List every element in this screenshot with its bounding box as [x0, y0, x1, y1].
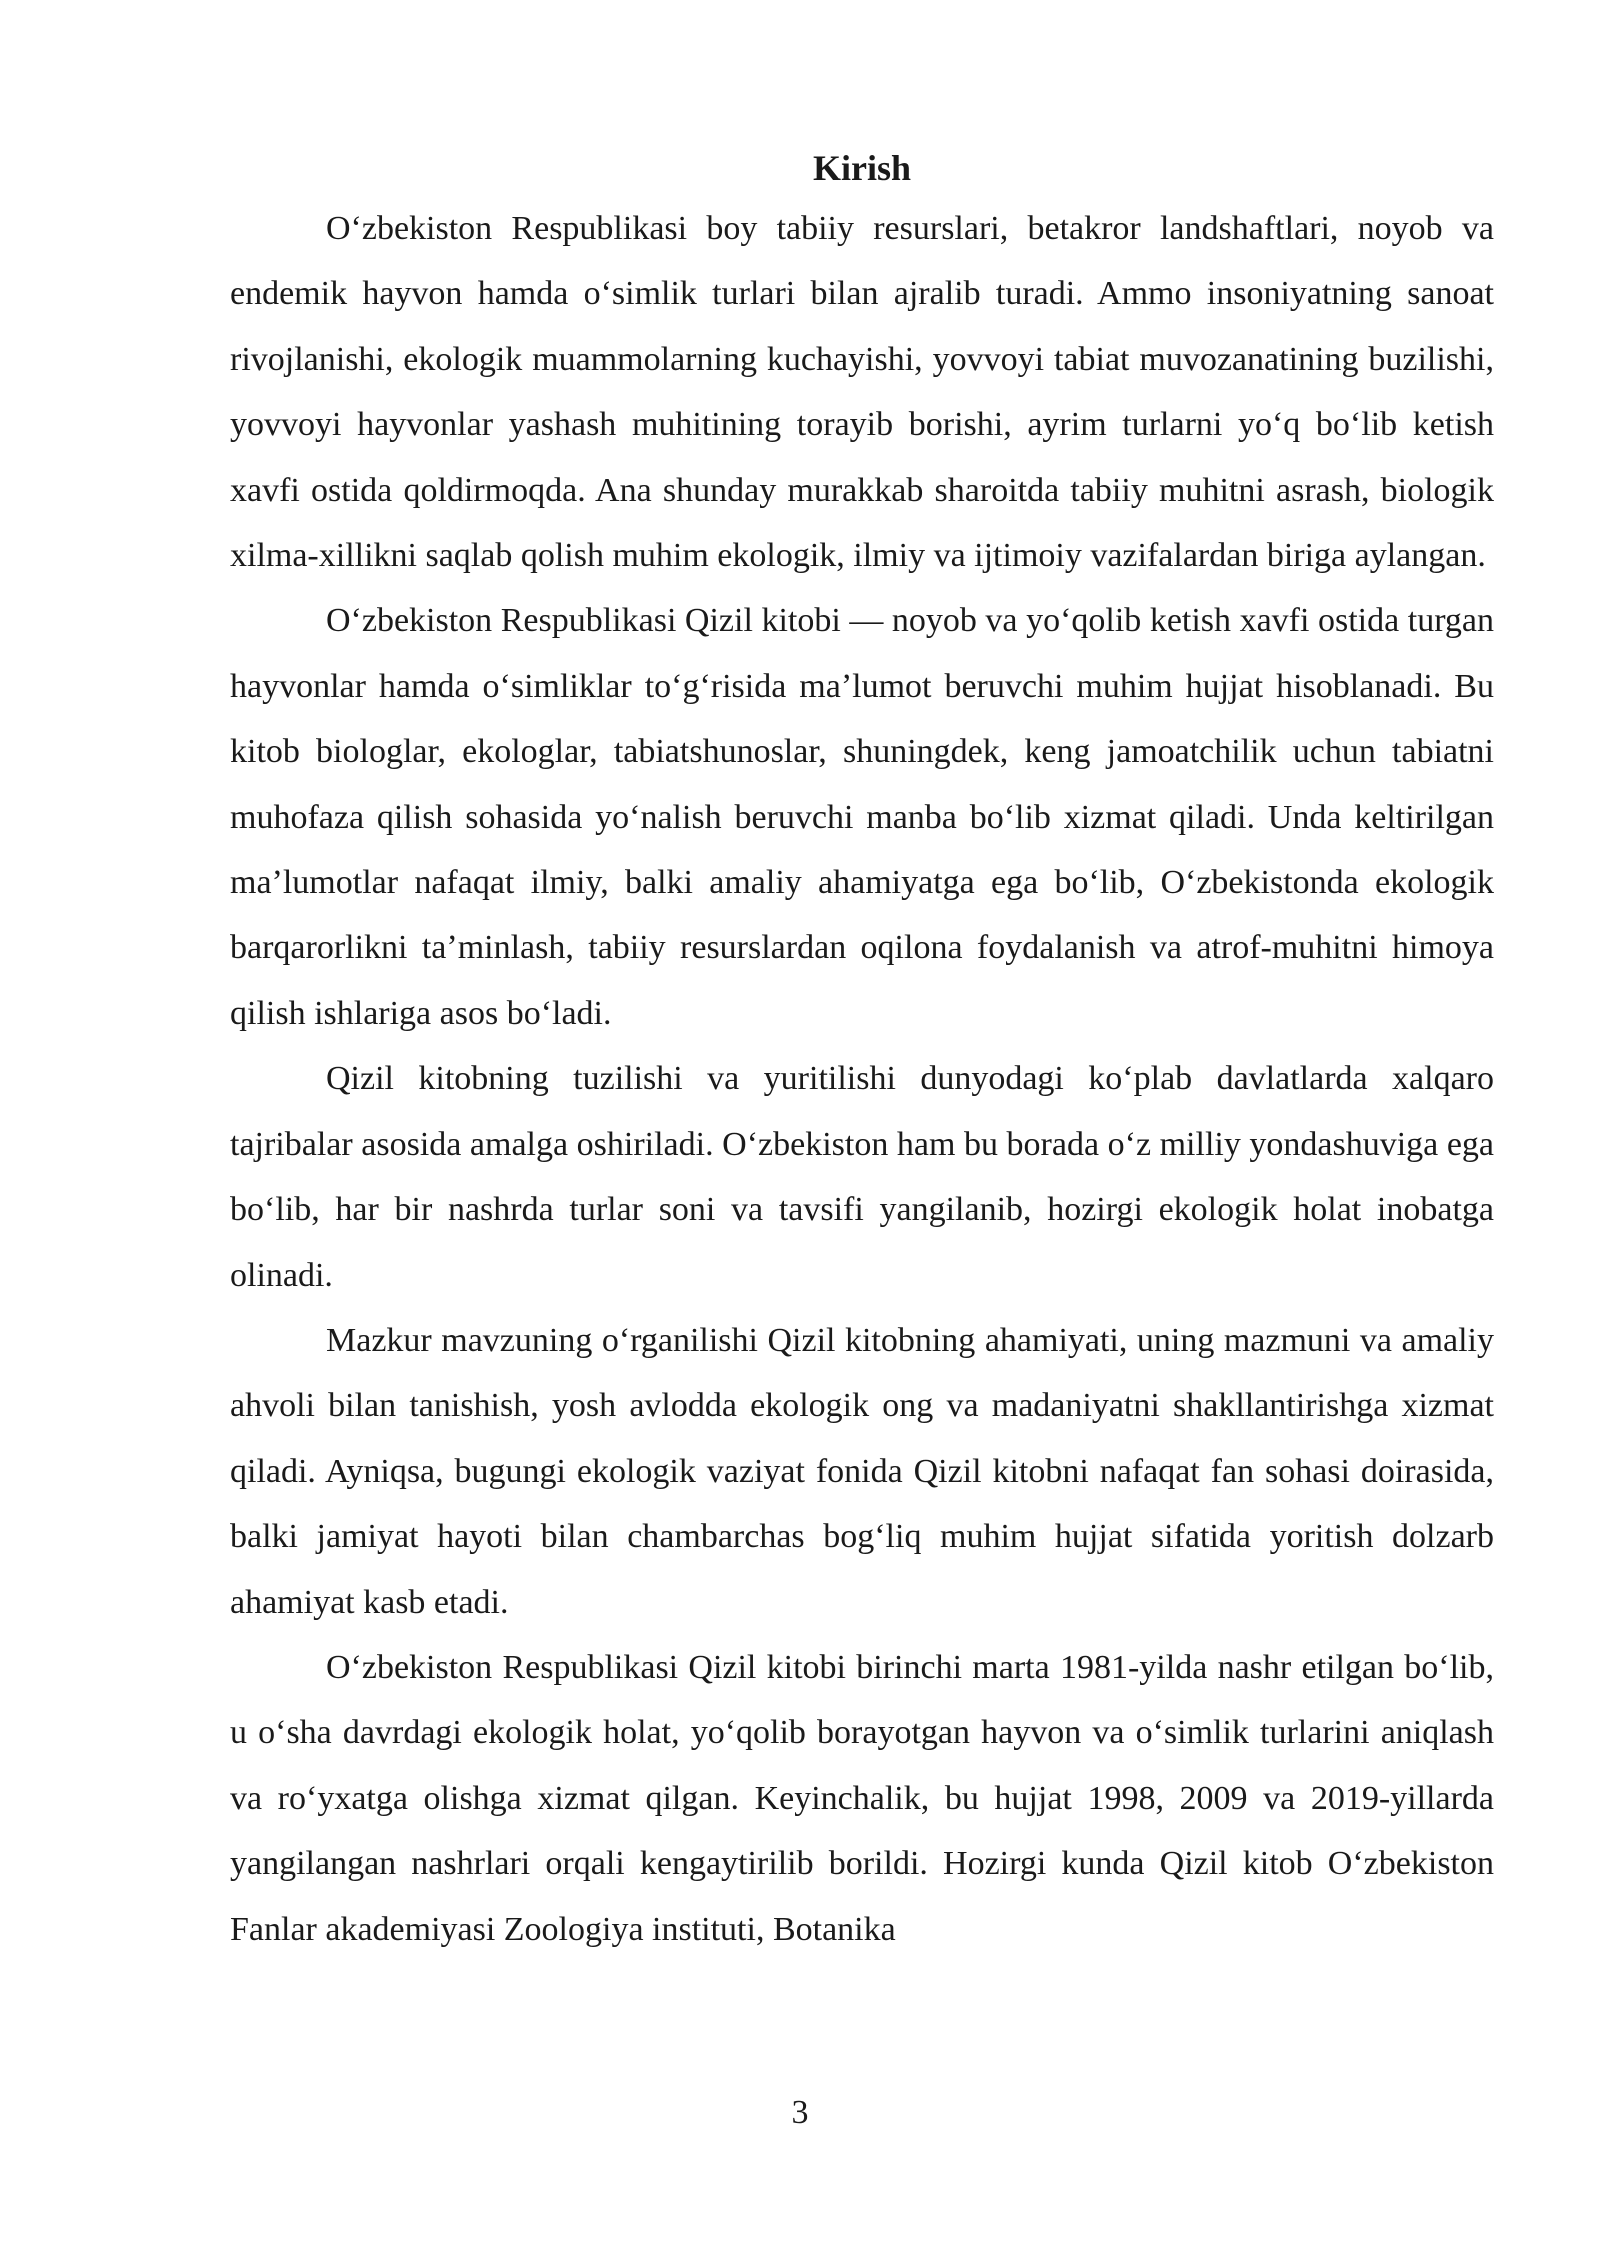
page-number: 3 — [791, 2094, 809, 2131]
section-title: Kirish — [812, 148, 911, 188]
paragraph-4: Mazkur mavzuning oʻrganilishi Qizil kitobning ahamiyati, uning mazmuni va amaliy ahvoli bilan tanishish, yosh avlodda ekologik ong va madaniyatni shakllantirishga xizmat qiladi. Ayniqsa, bugungi ekologik vaziyat fonida Qizil kitobni nafaqat fan sohasi doirasida, balki jamiyat hayoti bilan chambarchas bogʻliq muhim hujjat sifatida yoritish dolzarb ahamiyat kasb etadi. — [230, 1321, 1494, 1621]
paragraph-5: Oʻzbekiston Respublikasi Qizil kitobi birinchi marta 1981-yilda nashr etilgan boʻlib, u oʻsha davrdagi ekologik holat, yoʻqolib borayotgan hayvon va oʻsimlik turlarini aniqlash va roʻyxatga olishga xizmat qilgan. Keyinchalik, bu hujjat 1998, 2009 va 2019-yillarda yangilangan nashrlari orqali kengaytirilib borildi. Hozirgi kunda Qizil kitob Oʻzbekiston Fanlar akademiyasi Zoologiya instituti, Botanika — [230, 1648, 1494, 1948]
paragraph-3: Qizil kitobning tuzilishi va yuritilishi dunyodagi koʻplab davlatlarda xalqaro tajribalar asosida amalga oshiriladi. Oʻzbekiston ham bu borada oʻz milliy yondashuviga ega boʻlib, har bir nashrda turlar soni va tavsifi yangilanib, hozirgi ekologik holat inobatga olinadi. — [230, 1060, 1494, 1294]
paragraph-2: Oʻzbekiston Respublikasi Qizil kitobi — noyob va yoʻqolib ketish xavfi ostida turgan hayvonlar hamda oʻsimliklar toʻgʻrisida maʼlumot beruvchi muhim hujjat hisoblanadi. Bu kitob biologlar, ekologlar, tabiatshunoslar, shuningdek, keng jamoatchilik uchun tabiatni muhofaza qilish sohasida yoʻnalish beruvchi manba boʻlib xizmat qiladi. Unda keltirilgan maʼlumotlar nafaqat ilmiy, balki amaliy ahamiyatga ega boʻlib, Oʻzbekistonda ekologik barqarorlikni taʼminlash, tabiiy resurslardan oqilona foydalanish va atrof-muhitni himoya qilish ishlariga asos boʻladi. — [230, 602, 1494, 1032]
paragraph-1: Oʻzbekiston Respublikasi boy tabiiy resurslari, betakror landshaftlari, noyob va endemik hayvon hamda oʻsimlik turlari bilan ajralib turadi. Ammo insoniyatning sanoat rivojlanishi, ekologik muammolarning kuchayishi, yovvoyi tabiat muvozanatining buzilishi, yovvoyi hayvonlar yashash muhitining torayib borishi, ayrim turlarni yoʻq boʻlib ketish xavfi ostida qoldirmoqda. Ana shunday murakkab sharoitda tabiiy muhitni asrash, biologik xilma-xillikni saqlab qolish muhim ekologik, ilmiy va ijtimoiy vazifalardan biriga aylangan. — [230, 210, 1494, 575]
document-page — [230, 140, 1494, 1962]
